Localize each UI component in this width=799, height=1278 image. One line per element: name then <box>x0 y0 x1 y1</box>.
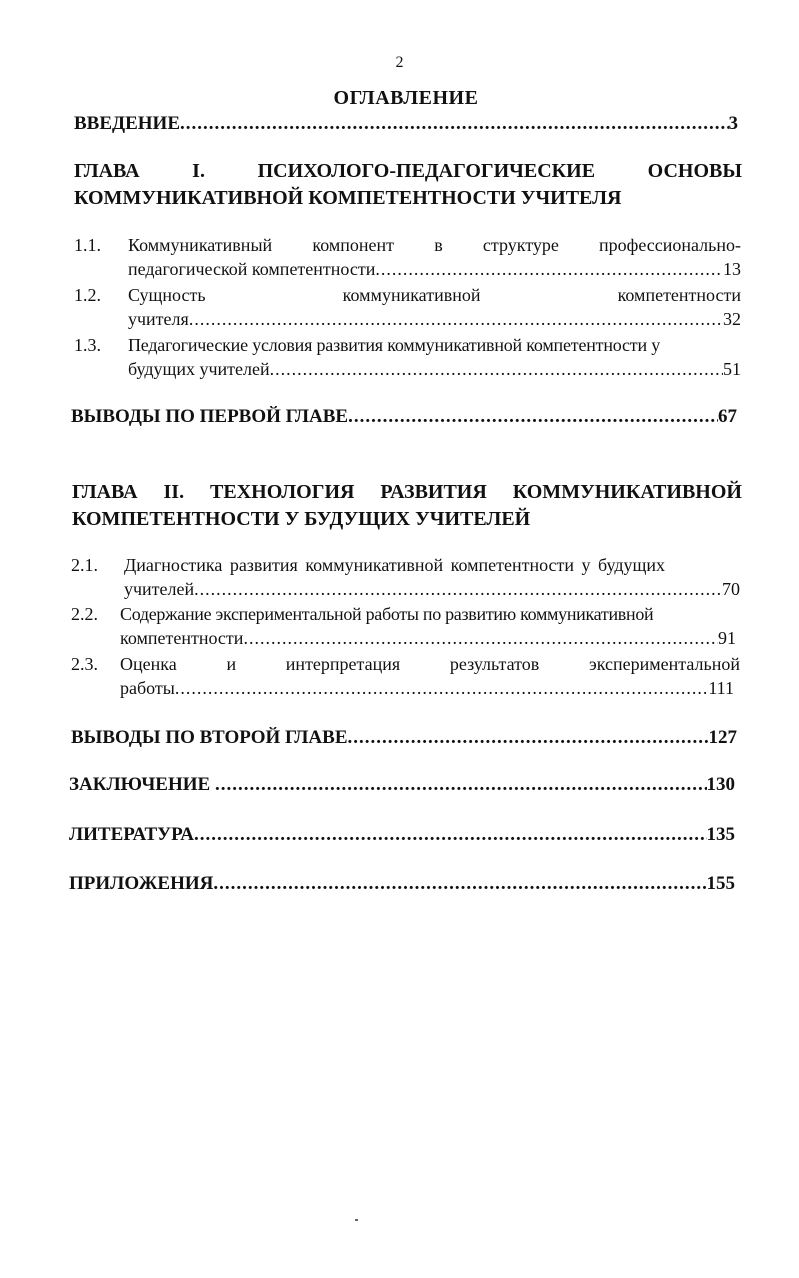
page-number: 2 <box>395 54 404 71</box>
section-word: Сущность <box>128 285 206 305</box>
section-word: Оценка <box>120 654 177 674</box>
chapter-word: ГЛАВА <box>74 160 140 182</box>
chapter-word: I. <box>192 160 205 182</box>
toc-entry-conclusion-2 <box>71 727 737 749</box>
section-word: Коммуникативный <box>128 235 273 255</box>
section-page: 70 <box>722 579 740 599</box>
section-number: 2.2. <box>71 604 98 624</box>
section-1-3-line2 <box>128 359 741 380</box>
toc-entry-label: ЛИТЕРАТУРА <box>69 824 195 845</box>
leader-dots <box>270 359 723 380</box>
section-page: 111 <box>708 678 734 698</box>
section-number: 1.1. <box>74 235 101 255</box>
section-1-2-line2 <box>128 309 741 330</box>
section-number: 2.3. <box>71 654 98 674</box>
toc-entry-page: 127 <box>708 727 737 748</box>
leader-dots <box>215 774 707 796</box>
scan-speck <box>355 1219 358 1221</box>
section-word: результатов <box>449 654 540 674</box>
section-word: компетентности <box>617 285 741 305</box>
leader-dots <box>194 579 722 600</box>
section-word: в <box>434 235 443 255</box>
leader-dots <box>348 727 709 749</box>
toc-entry-label: ВЫВОДЫ ПО ВТОРОЙ ГЛАВЕ <box>71 727 348 748</box>
chapter-word: II. <box>163 481 185 503</box>
section-word: компонент <box>312 235 394 255</box>
section-number: 1.3. <box>74 335 101 355</box>
section-title: работы <box>120 678 175 698</box>
leader-dots <box>189 309 723 330</box>
chapter-title-line2: КОММУНИКАТИВНОЙ КОМПЕТЕНТНОСТИ УЧИТЕЛЯ <box>74 187 622 209</box>
toc-entry-label: ВВЕДЕНИЕ <box>74 113 180 134</box>
toc-entry-page: 67 <box>718 406 737 427</box>
toc-entry-label: ВЫВОДЫ ПО ПЕРВОЙ ГЛАВЕ <box>71 406 349 427</box>
section-page: 51 <box>723 359 741 379</box>
section-title: учителя <box>128 309 189 329</box>
toc-entry-page: 130 <box>706 774 735 795</box>
toc-entry-label: ПРИЛОЖЕНИЯ <box>69 873 214 894</box>
section-title: компетентности <box>120 628 244 648</box>
toc-entry-literature <box>69 824 735 846</box>
chapter-word: ОСНОВЫ <box>647 160 742 182</box>
section-2-3-line1 <box>120 654 740 675</box>
toc-entry-conclusion-1 <box>71 406 737 428</box>
toc-title: ОГЛАВЛЕНИЕ <box>333 87 479 109</box>
chapter-title-line2: КОМПЕТЕНТНОСТИ У БУДУЩИХ УЧИТЕЛЕЙ <box>72 508 531 530</box>
chapter-2-heading <box>72 479 742 533</box>
section-2-3-line2 <box>120 678 734 699</box>
leader-dots <box>180 113 729 135</box>
toc-entry-summary <box>69 774 735 796</box>
section-title: будущих учителей <box>128 359 270 379</box>
chapter-word: ТЕХНОЛОГИЯ <box>210 481 355 503</box>
leader-dots <box>194 824 706 846</box>
section-title: учителей <box>124 579 195 599</box>
toc-entry-page: 3 <box>728 113 738 134</box>
toc-entry-page: 155 <box>706 873 735 894</box>
section-page: 13 <box>723 259 741 279</box>
leader-dots <box>375 259 723 280</box>
toc-entry-label: ЗАКЛЮЧЕНИЕ <box>69 774 211 795</box>
section-word: интерпретация <box>285 654 401 674</box>
section-word: экспериментальной <box>589 654 740 674</box>
chapter-word: ПСИХОЛОГО-ПЕДАГОГИЧЕСКИЕ <box>257 160 596 182</box>
leader-dots <box>175 678 708 699</box>
chapter-word: КОММУНИКАТИВНОЙ <box>512 481 742 503</box>
section-1-2-line1 <box>128 285 741 306</box>
leader-dots <box>348 406 718 428</box>
toc-entry-page: 135 <box>706 824 735 845</box>
section-word: профессионально- <box>599 235 741 255</box>
section-word: структуре <box>482 235 559 255</box>
section-1-3-line1: Педагогические условия развития коммуникативной компетентности у <box>128 335 661 355</box>
section-number: 1.2. <box>74 285 101 305</box>
section-page: 32 <box>723 309 741 329</box>
section-page: 91 <box>718 628 736 648</box>
section-1-1-line2 <box>128 259 741 280</box>
chapter-word: РАЗВИТИЯ <box>380 481 487 503</box>
section-1-1-line1 <box>128 235 741 256</box>
toc-entry-intro <box>74 113 738 135</box>
section-number: 2.1. <box>71 555 98 575</box>
leader-dots <box>213 873 706 895</box>
section-word: и <box>226 654 237 674</box>
chapter-word: ГЛАВА <box>72 481 138 503</box>
section-2-1-line2 <box>124 579 740 600</box>
section-word: коммуникативной <box>342 285 481 305</box>
section-2-2-line1: Содержание экспериментальной работы по развитию коммуникативной <box>120 604 654 624</box>
section-2-1-line1: Диагностика развития коммуникативной компетентности у будущих <box>124 555 666 575</box>
chapter-1-heading <box>74 158 742 212</box>
section-title: педагогической компетентности <box>128 259 376 279</box>
section-2-2-line2 <box>120 628 736 649</box>
leader-dots <box>243 628 718 649</box>
toc-entry-appendices <box>69 873 735 895</box>
